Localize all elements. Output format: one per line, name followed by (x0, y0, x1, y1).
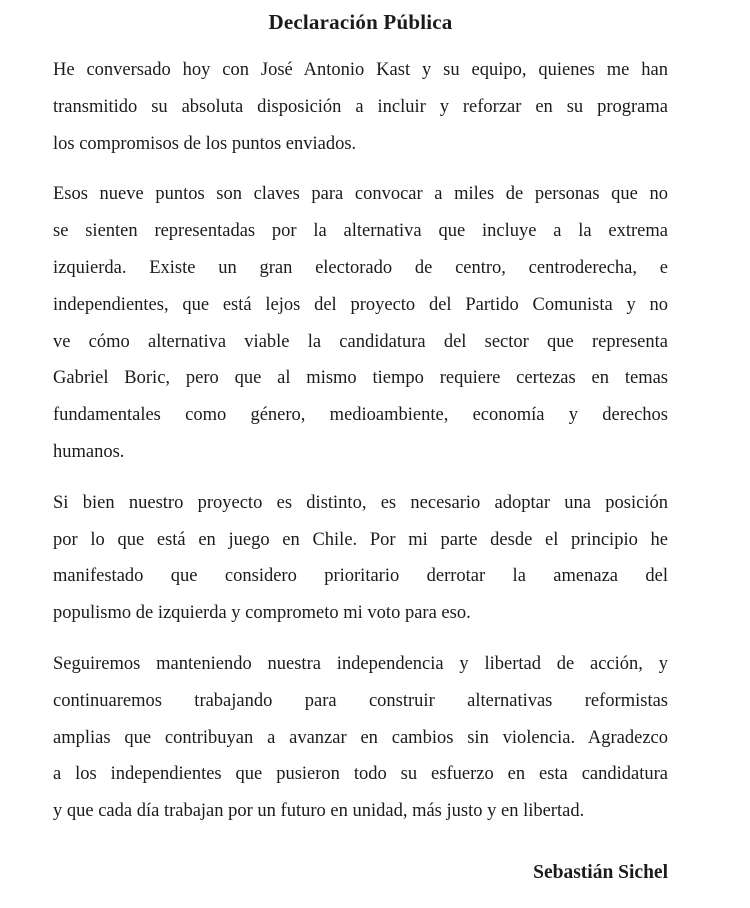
text-line: independientes, que está lejos del proyecto del Partido Comunista y no (53, 294, 668, 315)
text-line: los compromisos de los puntos enviados. (53, 133, 357, 154)
document-body (53, 52, 668, 830)
text-line: Gabriel Boric, pero que al mismo tiempo requiere certezas en temas (53, 368, 668, 389)
paragraph (53, 176, 668, 470)
text-line: manifestado que considero prioritario derrotar la amenaza del (53, 566, 668, 587)
text-line: se sienten representadas por la alternativa que incluye a la extrema (53, 221, 668, 242)
text-line: a los independientes que pusieron todo su esfuerzo en esta candidatura (53, 764, 668, 785)
text-line: por lo que está en juego en Chile. Por mi parte desde el principio he (53, 529, 668, 550)
text-line: Seguiremos manteniendo nuestra independencia y libertad de acción, y (53, 653, 668, 674)
paragraph (53, 52, 668, 162)
text-line: fundamentales como género, medioambiente, economía y derechos (53, 405, 668, 426)
text-line: humanos. (53, 441, 125, 462)
text-line: continuaremos trabajando para construir alternativas reformistas (53, 690, 668, 711)
text-line: Si bien nuestro proyecto es distinto, es necesario adoptar una posición (53, 492, 668, 513)
signature: Sebastián Sichel (533, 861, 668, 883)
text-line: He conversado hoy con José Antonio Kast y su equipo, quienes me han (53, 60, 668, 80)
text-line: Esos nueve puntos son claves para convocar a miles de personas que no (53, 184, 668, 205)
paragraph (53, 485, 668, 632)
paragraph (53, 646, 668, 830)
text-line: izquierda. Existe un gran electorado de centro, centroderecha, e (53, 257, 668, 278)
text-line: populismo de izquierda y comprometo mi voto para eso. (53, 603, 471, 624)
document-title: Declaración Pública (268, 10, 453, 34)
text-line: ve cómo alternativa viable la candidatura del sector que representa (53, 331, 668, 352)
text-line: transmitido su absoluta disposición a incluir y reforzar en su programa (53, 96, 668, 117)
text-line: amplias que contribuyan a avanzar en cambios sin violencia. Agradezco (53, 727, 668, 748)
text-line: y que cada día trabajan por un futuro en unidad, más justo y en libertad. (53, 801, 585, 822)
